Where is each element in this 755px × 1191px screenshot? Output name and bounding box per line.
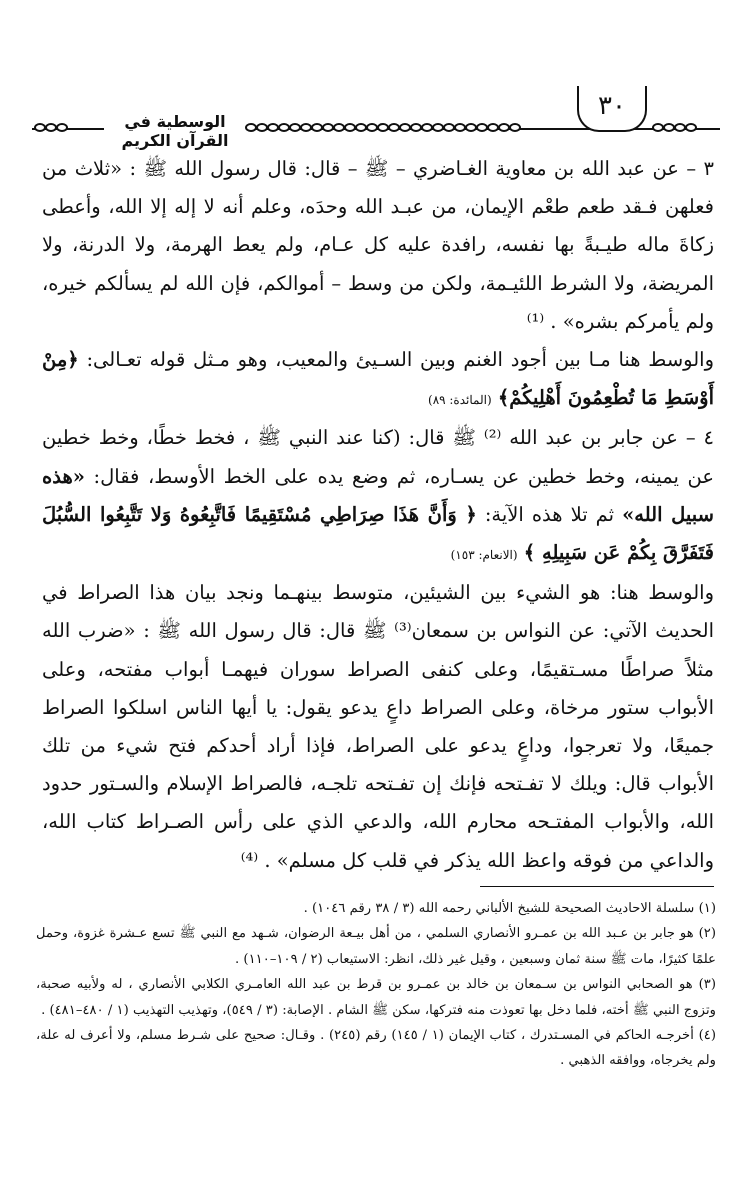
paragraph-hadith-3: ٣ – عن عبد الله بن معاوية الغـاضري – ﷺ – قال: قال رسول الله ﷺ : «ثلاث من فعلهن فـقد طعم طعْم الإيمان، من عبـد الله وحدَه، وعلم أنه لا إله إلا الله، وأعطى زكاةَ ماله طيـبةً بها نفسه، رافدة عليه كل عـام، ولم يعط الهرمة، ولا الدرنة، ولا المريضة، ولا الشرط اللئيـمة، ولكن من وسط – أموالكم، فإن الله لم يسألكم خيره، ولم يأمركم بشره» . ⁽¹⁾ (42, 157, 714, 333)
ornament-middle (245, 120, 520, 134)
footnote: (٢) هو جابر بن عـبد الله بن عمـرو الأنصاري السلمي ، من أهل بيـعة الرضوان، شـهد مع النبي ﷺ تسع عـشرة غزوة، وحمل علمًا كثيرًا، مات ﷺ سنة ثمان وسبعين ، وقيل غير ذلك، انظر: الاستيعاب (٢ / ١٠٩–١١٠) . (36, 926, 716, 967)
main-text (42, 150, 714, 880)
verse-reference: (المائدة: ٨٩) (428, 393, 492, 408)
paragraph-text: ثم تلا هذه الآية: (484, 502, 615, 526)
page-number: ٣٠ (577, 86, 647, 132)
paragraph-explanation-1 (42, 341, 714, 419)
paragraph-explanation-2: والوسط هنا: هو الشيء بين الشيئين، متوسط بينهـما ونجد بيان هذا الصراط في الحديث الآتي: عن النواس بن سمعان⁽³⁾ ﷺ قال: قال رسول الله ﷺ : «ضرب الله مثلاً صراطًا مسـتقيمًا، وعلى كنفى الصراط سوران فيهمـا أبواب مفتحه، وعلى الأبواب ستور مرخاة، وعلى الصراط داعٍ يدعو يقول: يا أيها الناس اسلكوا الصراط جميعًا، ولا تعرجوا، وداعٍ يدعو على الصراط، فإذا أراد أحدكم فتح شيء من تلك الأبواب قال: ويلك لا تفـتحه فإنك إن تفـتحه تلجـه، فالصراط الإسلام والسـتور حدود الله، والأبواب المفتـحه محارم الله، والدعي الذي على رأس الصـراط كتاب الله، والداعي من فوقه واعظ الله يذكر في قلب كل مسلم» . ⁽⁴⁾ (42, 581, 714, 872)
footnote: (٤) أخرجـه الحاكم في المسـتدرك ، كتاب الإيمان (١ / ١٤٥) رقم (٢٤٥) . وقـال: صحيح على شـرط مسلم، ولا أعرف له علة، ولم يخرجاه، ووافقه الذهبي . (36, 1028, 716, 1069)
quran-verse: ﴿ وَأَنَّ هَذَا صِرَاطِي مُسْتَقِيمًا فَاتَّبِعُوهُ وَلا تَتَّبِعُوا السُّبُلَ فَتَفَرَّقَ بِكُمْ عَن سَبِيلِهِ ﴾ (42, 502, 714, 565)
ornament-right (652, 120, 696, 134)
verse-reference: (الانعام: ١٥٣) (450, 548, 518, 563)
footnote-separator (480, 886, 714, 887)
footnotes (36, 896, 716, 1074)
page-header (32, 86, 720, 150)
ornament-left (34, 120, 67, 134)
footnote: (١) سلسلة الاحاديث الصحيحة للشيخ الألباني رحمه الله (٣ / ٣٨ رقم ١٠٤٦) . (303, 901, 716, 916)
footnote: (٣) هو الصحابي النواس بن سـمعان بن خالد بن عمـرو بن قرط بن عبد الله العامـري الكلابي الأنصاري ، له ولأبيه صحبة، وتزوج النبي ﷺ أخته، فلما دخل بها تعوذت منه فتركها، سكن ﷺ الشام . الإصابة: (٣ / ٥٤٩)، وتهذيب التهذيب (١ / ٤٨٠–٤٨١) . (36, 977, 716, 1018)
paragraph-hadith-4 (42, 419, 714, 574)
quran-verse: ﴿مِنْ أَوْسَطِ مَا تُطْعِمُونَ أَهْلِيكُمْ﴾ (42, 348, 714, 410)
running-title: الوسطية في القرآن الكريم (104, 112, 246, 150)
paragraph-text: ٤ – عن جابر بن عبد الله ⁽²⁾ ﷺ قال: (كنا عند النبي ﷺ ، فخط خطًا، وخط خطين عن يمينه، وخط خطين عن يسـاره، ثم وضع يده على الخط الأوسط، فقال: (42, 426, 715, 488)
paragraph-text: والوسط هنا مـا بين أجود الغنم وبين السـيئ والمعيب، وهو مـثل قوله تعـالى: (86, 348, 715, 372)
hadith-quote: «هذه سبيل الله» (42, 464, 714, 526)
